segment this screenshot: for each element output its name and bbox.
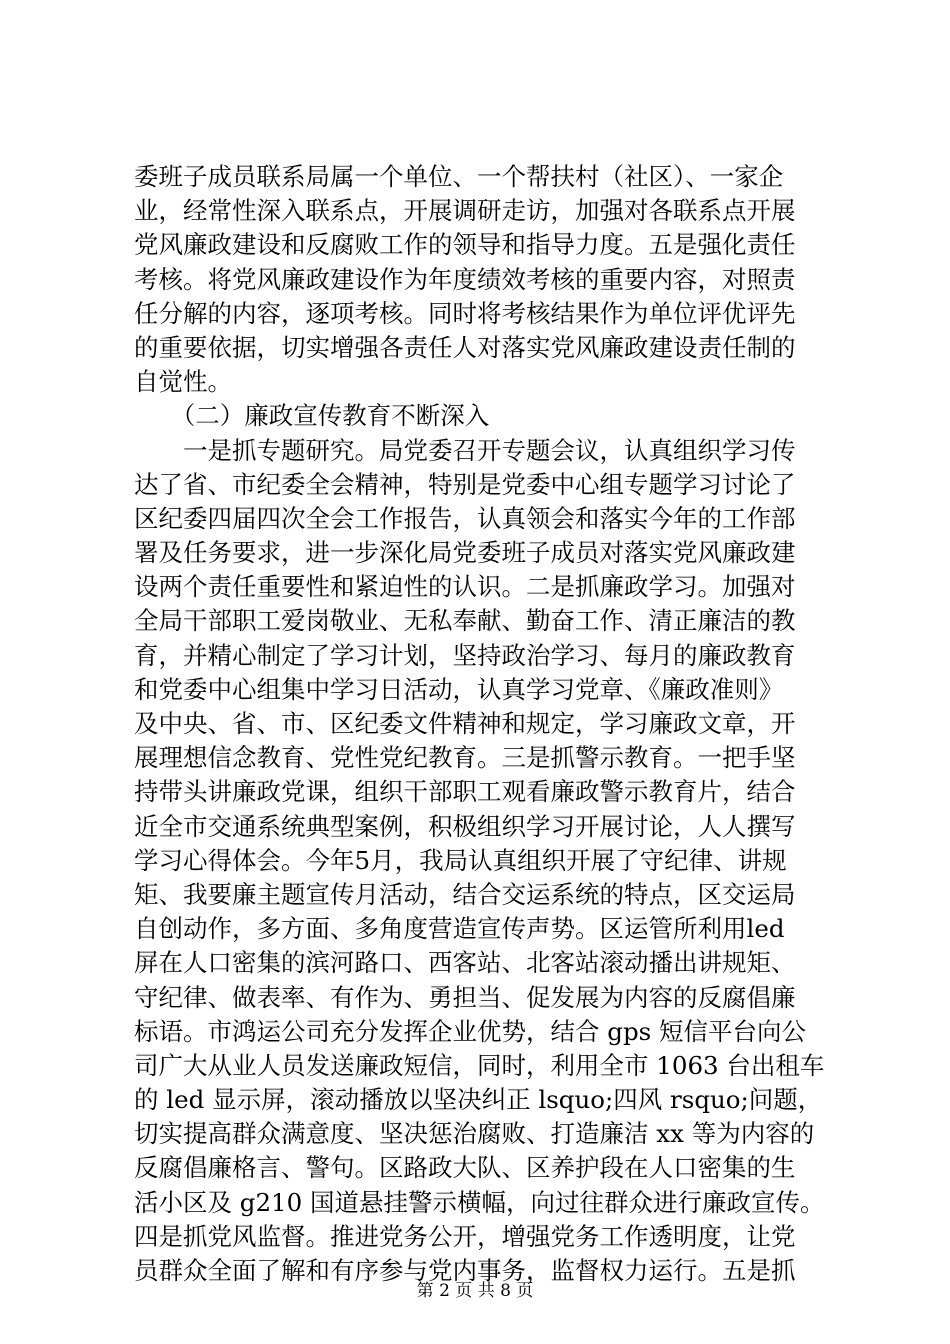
text-line: 标语。市鸿运公司充分发挥企业优势，结合 gps 短信平台向公	[134, 1016, 807, 1046]
text-line: 四是抓党风监督。推进党务公开，增强党务工作透明度，让党	[134, 1221, 796, 1251]
text-line: 达了省、市纪委全会精神，特别是党委中心组专题学习讨论了	[134, 469, 796, 499]
text-line: 和党委中心组集中学习日活动，认真学习党章、《廉政准则》	[134, 674, 784, 704]
text-line: 区纪委四届四次全会工作报告，认真领会和落实今年的工作部	[134, 503, 796, 533]
text-line: 考核。将党风廉政建设作为年度绩效考核的重要内容，对照责	[134, 264, 796, 294]
text-line: 业，经常性深入联系点，开展调研走访，加强对各联系点开展	[134, 196, 796, 226]
text-line: 自创动作，多方面、多角度营造宣传声势。区运管所利用led	[134, 914, 785, 944]
text-line: 党风廉政建设和反腐败工作的领导和指导力度。五是强化责任	[134, 230, 796, 260]
text-line: 设两个责任重要性和紧迫性的认识。二是抓廉政学习。加强对	[134, 572, 796, 602]
page-number-footer: 第 2 页 共 8 页	[416, 1281, 534, 1301]
text-line: 的 led 显示屏，滚动播放以坚决纠正 lsquo;四风 rsquo;问题，	[134, 1085, 823, 1115]
text-line: 全局干部职工爱岗敬业、无私奉献、勤奋工作、清正廉洁的教	[134, 606, 796, 636]
text-line: 自觉性。	[134, 367, 232, 397]
text-line: 的重要依据，切实增强各责任人对落实党风廉政建设责任制的	[134, 332, 796, 362]
text-line: 员群众全面了解和有序参与党内事务，监督权力运行。五是抓	[134, 1256, 796, 1285]
text-line: 委班子成员联系局属一个单位、一个帮扶村（社区）、一家企	[134, 162, 784, 191]
text-line: 切实提高群众满意度、坚决惩治腐败、打造廉洁 xx 等为内容的	[134, 1119, 815, 1149]
text-line: 活小区及 g210 国道悬挂警示横幅，向过往群众进行廉政宣传。	[134, 1187, 825, 1217]
text-line: 反腐倡廉格言、警句。区路政大队、区养护段在人口密集的生	[134, 1153, 796, 1183]
text-line: 近全市交通系统典型案例，积极组织学习开展讨论，人人撰写	[134, 811, 796, 841]
document-body	[134, 160, 825, 1288]
text-line: 署及任务要求，进一步深化局党委班子成员对落实党风廉政建	[134, 538, 796, 568]
text-line: 司广大从业人员发送廉政短信，同时，利用全市 1063 台出租车	[134, 1050, 825, 1080]
text-line: 展理想信念教育、党性党纪教育。三是抓警示教育。一把手坚	[134, 743, 796, 773]
text-line: 学习心得体会。今年5月，我局认真组织开展了守纪律、讲规	[134, 845, 787, 875]
text-line: 育，并精心制定了学习计划，坚持政治学习、每月的廉政教育	[134, 640, 796, 670]
text-line: 矩、我要廉主题宣传月活动，结合交运系统的特点，区交运局	[134, 879, 796, 909]
text-line: 持带头讲廉政党课，组织干部职工观看廉政警示教育片，结合	[134, 777, 796, 807]
text-line: 及中央、省、市、区纪委文件精神和规定，学习廉政文章，开	[134, 709, 796, 738]
text-line: 任分解的内容，逐项考核。同时将考核结果作为单位评优评先	[134, 298, 796, 328]
section-heading: （二）廉政宣传教育不断深入	[134, 401, 490, 431]
text-line: 一是抓专题研究。局党委召开专题会议，认真组织学习传	[134, 435, 796, 465]
text-line: 屏在人口密集的滨河路口、西客站、北客站滚动播出讲规矩、	[134, 948, 796, 978]
text-line: 守纪律、做表率、有作为、勇担当、促发展为内容的反腐倡廉	[134, 982, 796, 1012]
